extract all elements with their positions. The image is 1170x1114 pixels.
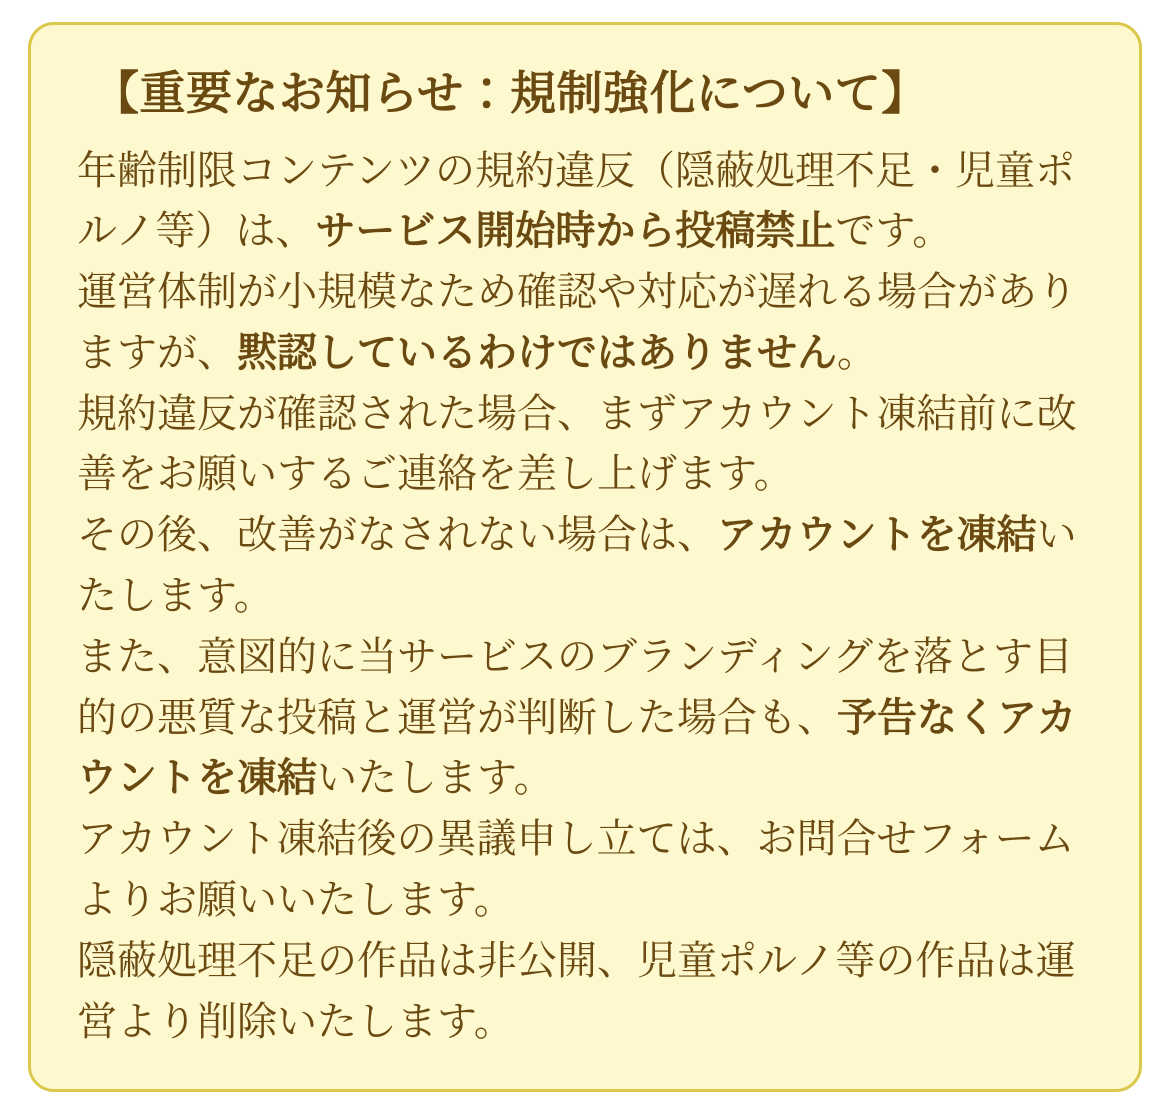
- notice-paragraph: [77, 809, 1093, 931]
- notice-emphasis: サービス開始時から投稿禁止: [315, 209, 836, 254]
- notice-paragraph: [77, 262, 1093, 384]
- notice-paragraph: [77, 627, 1093, 809]
- notice-paragraph: [77, 505, 1093, 627]
- notice-paragraph: [77, 141, 1093, 263]
- notice-emphasis: アカウントを凍結: [717, 513, 1037, 558]
- important-notice-card: [28, 22, 1142, 1092]
- notice-text: アカウント凍結後の異議申し立ては、お問合せフォームよりお願いいたします。: [77, 817, 1075, 923]
- notice-paragraph: [77, 931, 1093, 1053]
- notice-text: 運営体制が小規模なため確認や対応が遅れる場合がありますが、: [77, 270, 1077, 375]
- notice-paragraph: [77, 384, 1093, 506]
- notice-text: 隠蔽処理不足の作品は非公開、児童ポルノ等の作品は運営より削除いたします。: [77, 938, 1076, 1044]
- notice-text: 年齢制限コンテンツの規約違反（隠蔽処理不足・児童ポルノ等）は、: [77, 148, 1075, 254]
- notice-text: その後、改善がなされない場合は、: [77, 513, 717, 558]
- notice-text: また、意図的に当サービスのブランディングを落とす目的の悪質な投稿と運営が判断した場合も、: [77, 634, 1073, 740]
- notice-text: いたします。: [77, 513, 1077, 619]
- notice-text: 。: [837, 330, 877, 375]
- notice-text: いたします。: [317, 756, 554, 801]
- notice-text: です。: [835, 209, 953, 254]
- notice-emphasis: 黙認しているわけではありません: [237, 330, 837, 375]
- notice-body: [77, 141, 1093, 1053]
- notice-title: 【重要なお知らせ：規制強化について】: [93, 67, 928, 119]
- notice-text: 規約違反が確認された場合、まずアカウント凍結前に改善をお願いするご連絡を差し上げます。: [77, 391, 1077, 497]
- notice-emphasis: 予告なくアカウントを凍結: [77, 695, 1077, 801]
